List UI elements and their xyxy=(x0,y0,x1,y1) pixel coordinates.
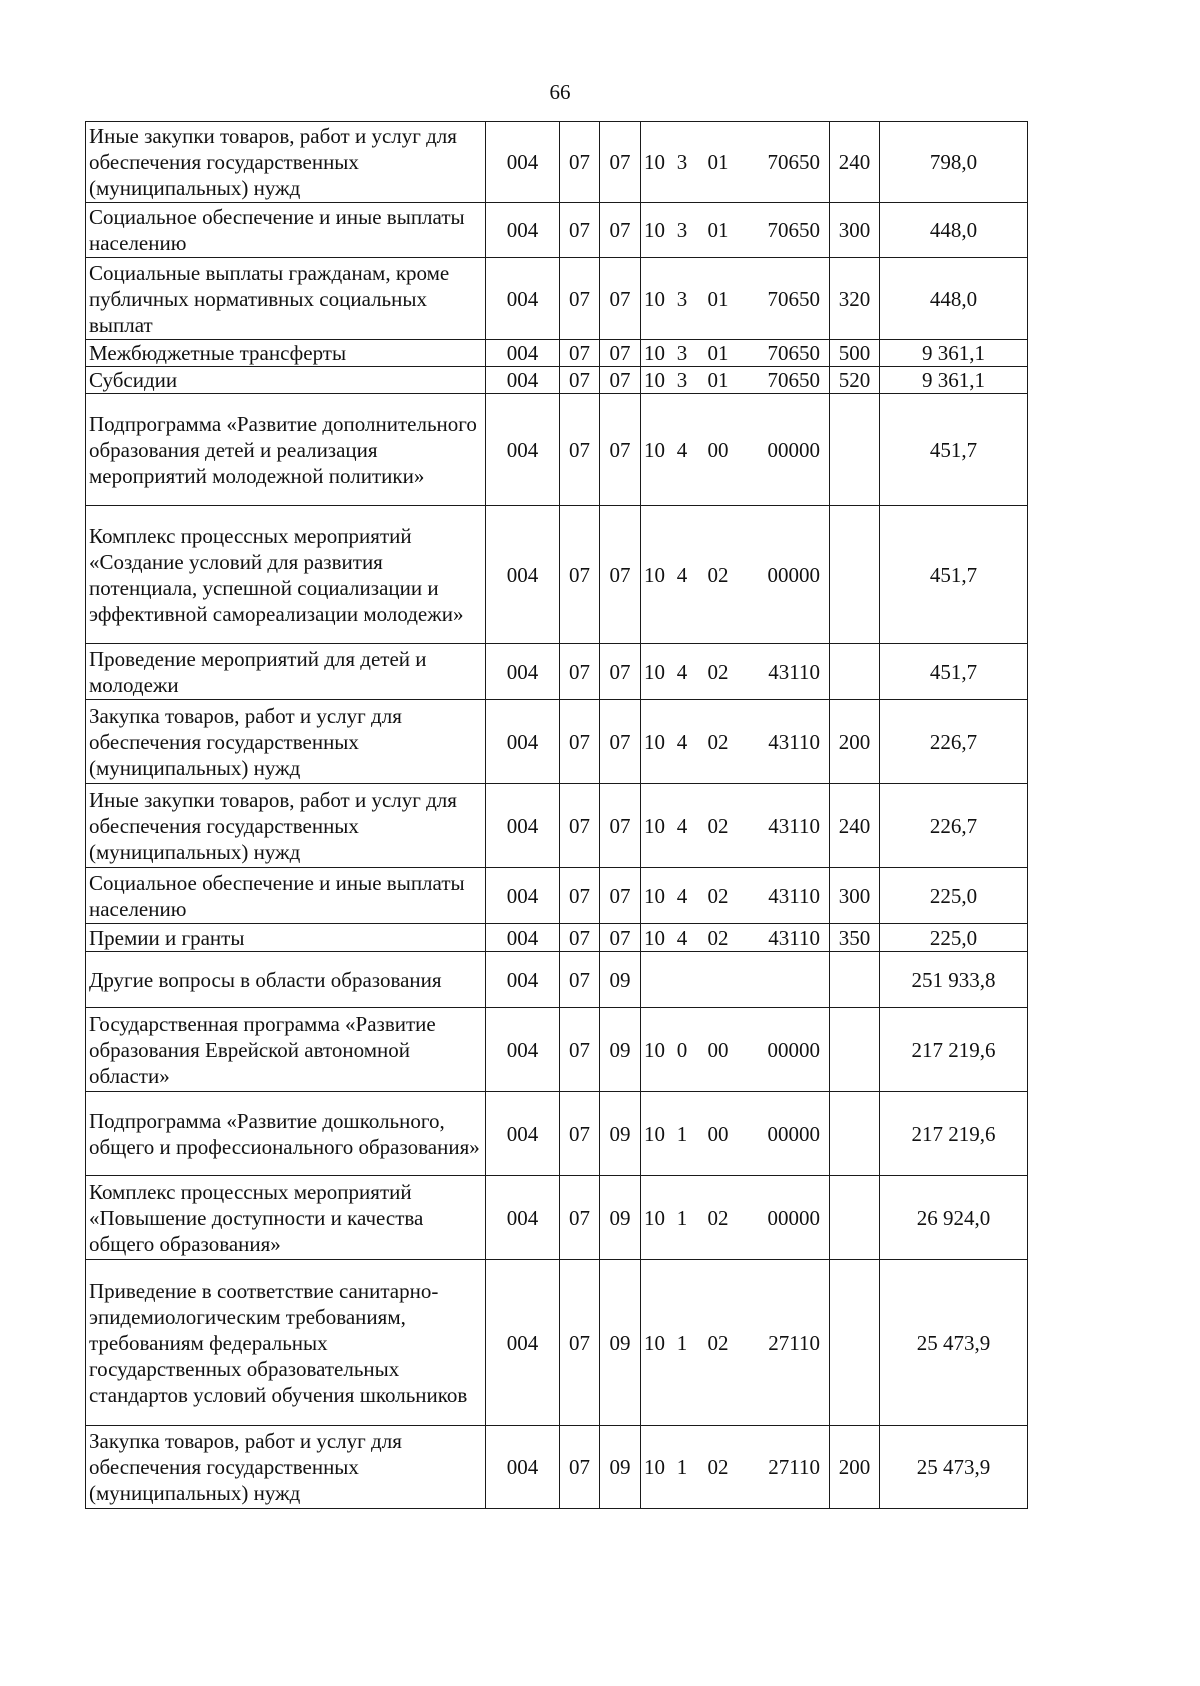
subprogram-code: 3 xyxy=(676,368,688,392)
row-name: Иные закупки товаров, работ и услуг для обеспечения государственных (муниципальных) нужд xyxy=(86,784,486,868)
measure-code: 02 xyxy=(707,562,729,587)
glav-code: 004 xyxy=(486,367,560,394)
glav-code: 004 xyxy=(486,1176,560,1260)
row-name: Закупка товаров, работ и услуг для обеспечения государственных (муниципальных) нужд xyxy=(86,1426,486,1509)
subsection-code: 07 xyxy=(600,700,641,784)
glav-code: 004 xyxy=(486,868,560,924)
subprogram-code: 0 xyxy=(676,1037,688,1062)
budget-table xyxy=(85,121,1028,1509)
glav-code: 004 xyxy=(486,952,560,1008)
table-row xyxy=(86,952,1028,1008)
direction-code: 27110 xyxy=(768,1455,820,1479)
amount: 226,7 xyxy=(880,784,1028,868)
row-name: Подпрограмма «Развитие дополнительного образования детей и реализация мероприятий молодежной политики» xyxy=(86,394,486,506)
subprogram-code: 4 xyxy=(676,813,688,838)
subsection-code: 09 xyxy=(600,1008,641,1092)
program-code: 10 xyxy=(644,1121,665,1146)
measure-code: 02 xyxy=(707,1455,729,1479)
glav-code: 004 xyxy=(486,258,560,340)
subprogram-code: 4 xyxy=(676,883,688,908)
amount: 451,7 xyxy=(880,394,1028,506)
glav-code: 004 xyxy=(486,122,560,203)
amount: 217 219,6 xyxy=(880,1008,1028,1092)
glav-code: 004 xyxy=(486,700,560,784)
program-code: 10 xyxy=(644,659,665,684)
expense-type-code xyxy=(830,1008,880,1092)
expense-type-code: 350 xyxy=(830,924,880,952)
table-row xyxy=(86,924,1028,952)
expense-type-code xyxy=(830,952,880,1008)
table-row xyxy=(86,367,1028,394)
subprogram-code: 1 xyxy=(676,1121,688,1146)
subsection-code: 07 xyxy=(600,367,641,394)
expense-type-code: 200 xyxy=(830,700,880,784)
measure-code: 02 xyxy=(707,1205,729,1230)
measure-code: 02 xyxy=(707,659,729,684)
target-article-code xyxy=(641,924,830,952)
row-name: Социальное обеспечение и иные выплаты населению xyxy=(86,203,486,258)
measure-code: 01 xyxy=(707,341,729,365)
table-row xyxy=(86,1092,1028,1176)
table-row xyxy=(86,258,1028,340)
measure-code: 02 xyxy=(707,883,729,908)
subprogram-code: 4 xyxy=(676,925,688,950)
section-code: 07 xyxy=(560,258,600,340)
direction-code: 70650 xyxy=(767,368,820,392)
section-code: 07 xyxy=(560,506,600,644)
measure-code: 00 xyxy=(707,437,729,462)
measure-code: 02 xyxy=(707,729,729,754)
section-code: 07 xyxy=(560,1260,600,1426)
table-row xyxy=(86,868,1028,924)
row-name: Приведение в соответствие санитарно-эпидемиологическим требованиям, требованиям федеральных государственных образовательных стандартов условий обучения школьников xyxy=(86,1260,486,1426)
row-name: Закупка товаров, работ и услуг для обеспечения государственных (муниципальных) нужд xyxy=(86,700,486,784)
direction-code: 70650 xyxy=(767,341,820,365)
program-code: 10 xyxy=(644,1205,665,1230)
section-code: 07 xyxy=(560,367,600,394)
target-article-code xyxy=(641,952,830,1008)
glav-code: 004 xyxy=(486,644,560,700)
subsection-code: 09 xyxy=(600,952,641,1008)
table-row xyxy=(86,1426,1028,1509)
amount: 251 933,8 xyxy=(880,952,1028,1008)
amount: 451,7 xyxy=(880,644,1028,700)
glav-code: 004 xyxy=(486,1008,560,1092)
subsection-code: 07 xyxy=(600,394,641,506)
amount: 217 219,6 xyxy=(880,1092,1028,1176)
expense-type-code xyxy=(830,1260,880,1426)
program-code: 10 xyxy=(644,218,665,242)
row-name: Премии и гранты xyxy=(86,924,486,952)
expense-type-code xyxy=(830,506,880,644)
subprogram-code: 4 xyxy=(676,659,688,684)
target-article-code xyxy=(641,1426,830,1509)
program-code: 10 xyxy=(644,1037,665,1062)
program-code: 10 xyxy=(644,562,665,587)
budget-table-body xyxy=(86,122,1028,1509)
subprogram-code: 3 xyxy=(676,341,688,365)
subsection-code: 07 xyxy=(600,203,641,258)
subsection-code: 07 xyxy=(600,506,641,644)
glav-code: 004 xyxy=(486,1092,560,1176)
target-article-code xyxy=(641,1092,830,1176)
subsection-code: 09 xyxy=(600,1260,641,1426)
expense-type-code: 240 xyxy=(830,784,880,868)
amount: 225,0 xyxy=(880,868,1028,924)
amount: 448,0 xyxy=(880,258,1028,340)
measure-code: 00 xyxy=(707,1037,729,1062)
expense-type-code: 520 xyxy=(830,367,880,394)
expense-type-code xyxy=(830,1176,880,1260)
subsection-code: 07 xyxy=(600,644,641,700)
expense-type-code: 240 xyxy=(830,122,880,203)
glav-code: 004 xyxy=(486,784,560,868)
table-row xyxy=(86,1176,1028,1260)
expense-type-code xyxy=(830,644,880,700)
subsection-code: 07 xyxy=(600,340,641,367)
direction-code: 43110 xyxy=(768,925,820,950)
row-name: Государственная программа «Развитие образования Еврейской автономной области» xyxy=(86,1008,486,1092)
glav-code: 004 xyxy=(486,924,560,952)
table-row xyxy=(86,1260,1028,1426)
section-code: 07 xyxy=(560,784,600,868)
section-code: 07 xyxy=(560,394,600,506)
target-article-code xyxy=(641,1176,830,1260)
section-code: 07 xyxy=(560,340,600,367)
amount: 9 361,1 xyxy=(880,340,1028,367)
subsection-code: 09 xyxy=(600,1176,641,1260)
subsection-code: 09 xyxy=(600,1426,641,1509)
expense-type-code: 300 xyxy=(830,868,880,924)
subprogram-code: 1 xyxy=(676,1205,688,1230)
section-code: 07 xyxy=(560,122,600,203)
expense-type-code: 200 xyxy=(830,1426,880,1509)
table-row xyxy=(86,644,1028,700)
measure-code: 00 xyxy=(707,1121,729,1146)
expense-type-code: 500 xyxy=(830,340,880,367)
expense-type-code xyxy=(830,394,880,506)
glav-code: 004 xyxy=(486,203,560,258)
target-article-code xyxy=(641,868,830,924)
section-code: 07 xyxy=(560,1008,600,1092)
target-article-code xyxy=(641,367,830,394)
direction-code: 00000 xyxy=(767,1121,820,1146)
table-row xyxy=(86,1008,1028,1092)
target-article-code xyxy=(641,700,830,784)
subprogram-code: 1 xyxy=(676,1455,688,1479)
table-row xyxy=(86,506,1028,644)
glav-code: 004 xyxy=(486,506,560,644)
subprogram-code: 3 xyxy=(676,150,688,174)
row-name: Комплекс процессных мероприятий «Повышение доступности и качества общего образования» xyxy=(86,1176,486,1260)
amount: 226,7 xyxy=(880,700,1028,784)
subsection-code: 07 xyxy=(600,258,641,340)
section-code: 07 xyxy=(560,1176,600,1260)
target-article-code xyxy=(641,506,830,644)
program-code: 10 xyxy=(644,150,665,174)
row-name: Подпрограмма «Развитие дошкольного, общего и профессионального образования» xyxy=(86,1092,486,1176)
target-article-code xyxy=(641,203,830,258)
subprogram-code: 4 xyxy=(676,729,688,754)
direction-code: 70650 xyxy=(767,286,820,311)
program-code: 10 xyxy=(644,729,665,754)
amount: 25 473,9 xyxy=(880,1426,1028,1509)
amount: 225,0 xyxy=(880,924,1028,952)
row-name: Межбюджетные трансферты xyxy=(86,340,486,367)
subsection-code: 09 xyxy=(600,1092,641,1176)
expense-type-code: 320 xyxy=(830,258,880,340)
glav-code: 004 xyxy=(486,1426,560,1509)
target-article-code xyxy=(641,394,830,506)
row-name: Субсидии xyxy=(86,367,486,394)
target-article-code xyxy=(641,784,830,868)
expense-type-code: 300 xyxy=(830,203,880,258)
amount: 25 473,9 xyxy=(880,1260,1028,1426)
row-name: Иные закупки товаров, работ и услуг для обеспечения государственных (муниципальных) нужд xyxy=(86,122,486,203)
direction-code: 00000 xyxy=(767,1205,820,1230)
subsection-code: 07 xyxy=(600,924,641,952)
glav-code: 004 xyxy=(486,1260,560,1426)
subprogram-code: 3 xyxy=(676,286,688,311)
program-code: 10 xyxy=(644,925,665,950)
program-code: 10 xyxy=(644,1455,665,1479)
row-name: Комплекс процессных мероприятий «Создание условий для развития потенциала, успешной социализации и эффективной самореализации молодежи» xyxy=(86,506,486,644)
program-code: 10 xyxy=(644,437,665,462)
direction-code: 00000 xyxy=(767,562,820,587)
expense-type-code xyxy=(830,1092,880,1176)
target-article-code xyxy=(641,258,830,340)
program-code: 10 xyxy=(644,286,665,311)
section-code: 07 xyxy=(560,700,600,784)
target-article-code xyxy=(641,1260,830,1426)
amount: 448,0 xyxy=(880,203,1028,258)
direction-code: 00000 xyxy=(767,437,820,462)
subprogram-code: 4 xyxy=(676,437,688,462)
subprogram-code: 4 xyxy=(676,562,688,587)
section-code: 07 xyxy=(560,868,600,924)
section-code: 07 xyxy=(560,924,600,952)
subsection-code: 07 xyxy=(600,122,641,203)
measure-code: 01 xyxy=(707,150,729,174)
table-row xyxy=(86,784,1028,868)
target-article-code xyxy=(641,122,830,203)
direction-code: 43110 xyxy=(768,883,820,908)
direction-code: 43110 xyxy=(768,813,820,838)
direction-code: 70650 xyxy=(767,218,820,242)
measure-code: 02 xyxy=(707,813,729,838)
measure-code: 01 xyxy=(707,218,729,242)
direction-code: 43110 xyxy=(768,729,820,754)
glav-code: 004 xyxy=(486,340,560,367)
table-row xyxy=(86,394,1028,506)
glav-code: 004 xyxy=(486,394,560,506)
section-code: 07 xyxy=(560,1426,600,1509)
direction-code: 00000 xyxy=(767,1037,820,1062)
subprogram-code: 1 xyxy=(676,1330,688,1355)
subsection-code: 07 xyxy=(600,868,641,924)
table-row xyxy=(86,203,1028,258)
program-code: 10 xyxy=(644,341,665,365)
row-name: Социальное обеспечение и иные выплаты населению xyxy=(86,868,486,924)
program-code: 10 xyxy=(644,368,665,392)
direction-code: 43110 xyxy=(768,659,820,684)
amount: 26 924,0 xyxy=(880,1176,1028,1260)
program-code: 10 xyxy=(644,1330,665,1355)
measure-code: 01 xyxy=(707,286,729,311)
target-article-code xyxy=(641,644,830,700)
section-code: 07 xyxy=(560,952,600,1008)
measure-code: 02 xyxy=(707,1330,729,1355)
amount: 798,0 xyxy=(880,122,1028,203)
table-row xyxy=(86,340,1028,367)
target-article-code xyxy=(641,1008,830,1092)
subprogram-code: 3 xyxy=(676,218,688,242)
page-number: 66 xyxy=(549,80,571,104)
row-name: Другие вопросы в области образования xyxy=(86,952,486,1008)
amount: 451,7 xyxy=(880,506,1028,644)
section-code: 07 xyxy=(560,644,600,700)
measure-code: 02 xyxy=(707,925,729,950)
table-row xyxy=(86,122,1028,203)
amount: 9 361,1 xyxy=(880,367,1028,394)
section-code: 07 xyxy=(560,1092,600,1176)
row-name: Социальные выплаты гражданам, кроме публичных нормативных социальных выплат xyxy=(86,258,486,340)
subsection-code: 07 xyxy=(600,784,641,868)
row-name: Проведение мероприятий для детей и молодежи xyxy=(86,644,486,700)
section-code: 07 xyxy=(560,203,600,258)
program-code: 10 xyxy=(644,813,665,838)
program-code: 10 xyxy=(644,883,665,908)
direction-code: 70650 xyxy=(767,150,820,174)
target-article-code xyxy=(641,340,830,367)
direction-code: 27110 xyxy=(768,1330,820,1355)
measure-code: 01 xyxy=(707,368,729,392)
table-row xyxy=(86,700,1028,784)
